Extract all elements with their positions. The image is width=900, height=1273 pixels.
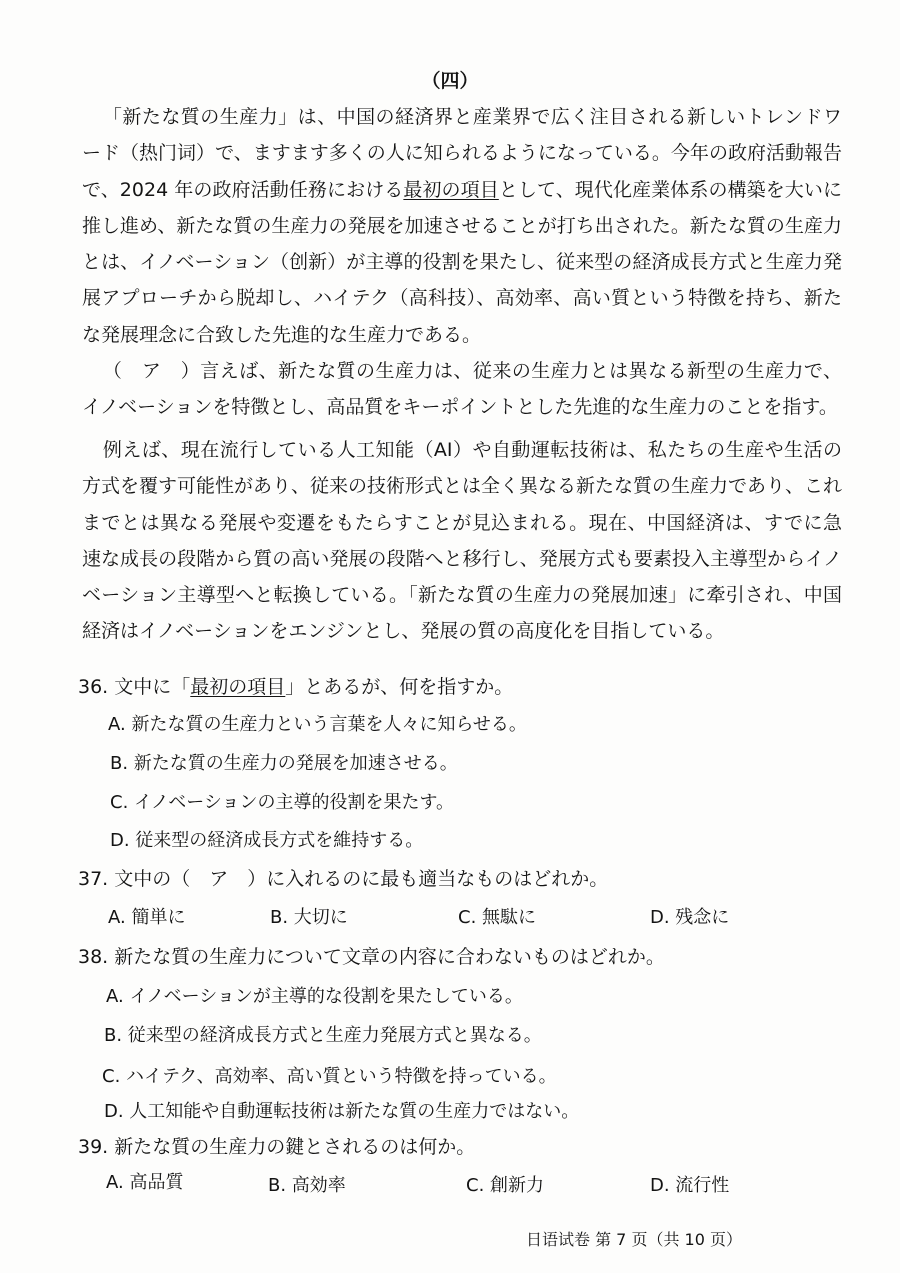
passage-paragraph-3 [82,432,842,650]
passage-paragraph-1 [82,99,842,353]
option-38-d[interactable]: D. 人工知能や自動運転技術は新たな質の生産力ではない。 [104,1101,580,1122]
passage-text: （ ア ）言えば、新たな質の生産力は、従来の生産力とは異なる新型の生産力で、イノベーションを特徴とし、高品質をキーポイントとした先進的な生産力のことを指す。 [82,360,842,419]
option-36-b[interactable]: B. 新たな質の生産力の発展を加速させる。 [110,753,458,774]
option-39-b[interactable]: B. 高効率 [268,1175,346,1196]
question-text: 文中に「 [114,676,191,698]
passage-text: 「新たな質の生産力」は、中国の経済界と産業界で広く注目される新しいトレンドワード（热门词）で、ますます多くの人に知られるようになっている。今年の政府活動報告で、2024 年の政府活動任務における [82,106,842,201]
option-37-b[interactable]: B. 大切に [270,907,348,928]
question-text: 文中の（ ア ）に入れるのに最も適当なものはどれか。 [114,868,609,890]
underlined-phrase: 最初の項目 [403,178,499,201]
option-36-c[interactable]: C. イノベーションの主導的役割を果たす。 [110,792,455,813]
question-38 [78,942,665,969]
question-number: 37. [78,868,109,890]
option-36-a[interactable]: A. 新たな質の生産力という言葉を人々に知らせる。 [108,714,527,735]
option-37-c[interactable]: C. 無駄に [458,907,537,928]
option-37-a[interactable]: A. 簡単に [108,907,186,928]
option-39-c[interactable]: C. 創新力 [466,1175,545,1196]
passage-text: として、現代化産業体系の構築を大いに推し進め、新たな質の生産力の発展を加速させることが打ち出された。新たな質の生産力とは、イノベーション（创新）が主導的役割を果たし、従来型の経済成長方式と生産力発展アプローチから脱却し、ハイテク（高科技）、高効率、高い質という特徴を持ち、新たな発展理念に合致した先進的な生産力である。 [82,178,842,346]
passage-paragraph-2 [82,353,842,426]
underlined-phrase: 最初の項目 [190,676,286,698]
question-number: 36. [78,676,109,698]
option-38-c[interactable]: C. ハイテク、高効率、高い質という特徴を持っている。 [102,1066,557,1087]
question-text: 」とあるが、何を指すか。 [285,676,514,698]
option-38-b[interactable]: B. 従来型の経済成長方式と生産力発展方式と異なる。 [104,1025,542,1046]
question-36 [78,672,513,699]
passage-text: 例えば、現在流行している人工知能（AI）や自動運転技術は、私たちの生産や生活の方式を覆す可能性があり、従来の技術形式とは全く異なる新たな質の生産力であり、これまでとは異なる発展や変遷をもたらすことが見込まれる。現在、中国経済は、すでに急速な成長の段階から質の高い発展の段階へと移行し、発展方式も要素投入主導型からイノベーション主導型へと転換している。「新たな質の生産力の発展加速」に牽引され、中国経済はイノベーションをエンジンとし、発展の質の高度化を目指している。 [82,439,843,643]
option-37-d[interactable]: D. 残念に [650,907,730,928]
page-footer: 日语试卷 第 7 页（共 10 页） [526,1230,742,1249]
option-38-a[interactable]: A. イノベーションが主導的な役割を果たしている。 [106,986,523,1007]
section-title: （四） [421,70,479,92]
question-number: 39. [78,1136,109,1158]
question-37 [78,864,608,891]
option-39-d[interactable]: D. 流行性 [650,1175,730,1196]
question-number: 38. [78,946,109,968]
question-39 [78,1132,475,1159]
question-text: 新たな質の生産力の鍵とされるのは何か。 [114,1136,476,1158]
option-39-a[interactable]: A. 高品質 [106,1172,184,1193]
question-text: 新たな質の生産力について文章の内容に合わないものはどれか。 [114,946,665,968]
option-36-d[interactable]: D. 従来型の経済成長方式を維持する。 [110,830,424,851]
